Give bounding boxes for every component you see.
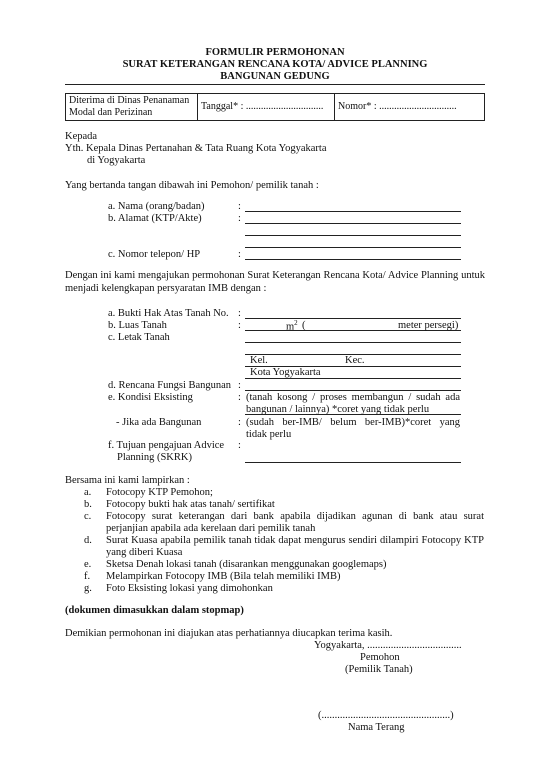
location-label: c. Letak Tanah [108, 332, 170, 343]
colon: : [238, 308, 241, 319]
attachment-item: Fotocopy bukti hak atas tanah/ sertifikat [106, 499, 275, 510]
function-field[interactable] [245, 390, 461, 391]
address-field-3[interactable] [245, 247, 461, 248]
attachment-marker: e. [84, 559, 92, 570]
form-subtitle: SURAT KETERANGAN RENCANA KOTA/ ADVICE PLANNING [122, 59, 428, 70]
place-date[interactable]: Yogyakarta, .................................... [314, 640, 462, 651]
attachment-item: Foto Eksisting lokasi yang dimohonkan [106, 583, 273, 594]
colon: : [238, 249, 241, 260]
attachment-marker: f. [84, 571, 91, 582]
signature-caption: Nama Terang [348, 722, 405, 733]
existing-underline [245, 414, 461, 415]
area-paren-open: ( [302, 320, 306, 331]
signer-role-detail: (Pemilik Tanah) [345, 664, 413, 675]
request-text: Dengan ini kami mengajukan permohonan Surat Keterangan Rencana Kota/ Advice Planning untuk menjadi kelengkapan persyaratan IMB dengan : [65, 270, 485, 294]
address-field-1[interactable] [245, 223, 461, 224]
colon: : [238, 417, 241, 428]
attachment-marker: b. [84, 499, 92, 510]
colon: : [238, 392, 241, 403]
purpose-label-2: Planning (SKRK) [117, 452, 192, 463]
received-label-line2: Modal dan Perizinan [69, 107, 153, 118]
address-label: b. Alamat (KTP/Akte) [108, 213, 202, 224]
closing-text: Demikian permohonan ini diajukan atas perhatiannya diucapkan terima kasih. [65, 628, 393, 639]
existing-value[interactable]: (tanah kosong / proses membangun / sudah ada bangunan / lainnya) *coret yang tidak perlu [246, 392, 460, 415]
function-label: d. Rencana Fungsi Bangunan [108, 380, 232, 391]
name-field[interactable] [245, 211, 461, 212]
address-field-2[interactable] [245, 235, 461, 236]
form-title: FORMULIR PERMOHONAN [205, 47, 345, 58]
building-label: - Jika ada Bangunan [116, 417, 202, 428]
attachment-marker: c. [84, 511, 92, 522]
attachment-item: Fotocopy surat keterangan dari bank apabila dijadikan agunan di bank atau surat perjanjian apabila ada kerelaan dari pemilik tanah [106, 511, 484, 534]
colon: : [238, 320, 241, 331]
phone-label: c. Nomor telepon/ HP [108, 249, 201, 260]
purpose-label-1: f. Tujuan pengajuan Advice [108, 440, 225, 451]
receipt-box [65, 93, 485, 121]
name-label: a. Nama (orang/badan) [108, 201, 205, 212]
building-value[interactable]: (sudah ber-IMB/ belum ber-IMB)*coret yang tidak perlu [246, 417, 460, 440]
attachment-marker: d. [84, 535, 92, 546]
kel-label: Kel. [250, 355, 268, 366]
received-label-line1: Diterima di Dinas Penanaman [69, 95, 190, 106]
area-unit: $m^2$ [286, 319, 298, 333]
attachment-item: Surat Kuasa apabila pemilik tanah tidak dapat mengurus sendiri dilampiri Fotocopy KTP yang diberi Kuasa [106, 535, 484, 558]
colon: : [238, 380, 241, 391]
city-label: Kota Yogyakarta [250, 367, 321, 378]
address-kepada: Kepada [65, 131, 98, 142]
area-label: b. Luas Tanah [108, 320, 167, 331]
attachment-item: Fotocopy KTP Pemohon; [106, 487, 213, 498]
signature-name-field[interactable]: (.................................................) [318, 710, 454, 721]
colon: : [238, 440, 241, 451]
colon: : [238, 213, 241, 224]
location-field-1[interactable] [245, 342, 461, 343]
signer-role: Pemohon [360, 652, 400, 663]
area-paren-text: meter persegi) [398, 320, 459, 331]
colon: : [238, 201, 241, 212]
address-location: di Yogyakarta [87, 155, 146, 166]
attachment-marker: a. [84, 487, 92, 498]
number-field[interactable]: Nomor* : ............................... [335, 94, 485, 121]
intro-text: Yang bertanda tangan dibawah ini Pemohon/ pemilik tanah : [65, 180, 319, 191]
date-field[interactable]: Tanggal* : ............................... [198, 94, 335, 121]
phone-field[interactable] [245, 259, 461, 260]
form-subtitle-2: BANGUNAN GEDUNG [220, 71, 330, 82]
address-recipient: Yth. Kepala Dinas Pertanahan & Tata Ruang Kota Yogyakarta [65, 143, 327, 154]
title-divider [65, 84, 485, 85]
attachment-marker: g. [84, 583, 92, 594]
attachment-item: Melampirkan Fotocopy IMB (Bila telah memiliki IMB) [106, 571, 341, 582]
certificate-field[interactable] [245, 318, 461, 319]
purpose-field[interactable] [245, 462, 461, 463]
received-cell [66, 94, 198, 121]
existing-label: e. Kondisi Eksisting [108, 392, 193, 403]
city-field[interactable] [245, 378, 461, 379]
stopmap-note: (dokumen dimasukkan dalam stopmap) [65, 605, 244, 616]
certificate-label: a. Bukti Hak Atas Tanah No. [108, 308, 229, 319]
attachment-item: Sketsa Denah lokasi tanah (disarankan menggunakan googlemaps) [106, 559, 387, 570]
kec-label: Kec. [345, 355, 365, 366]
attachments-intro: Bersama ini kami lampirkan : [65, 475, 190, 486]
